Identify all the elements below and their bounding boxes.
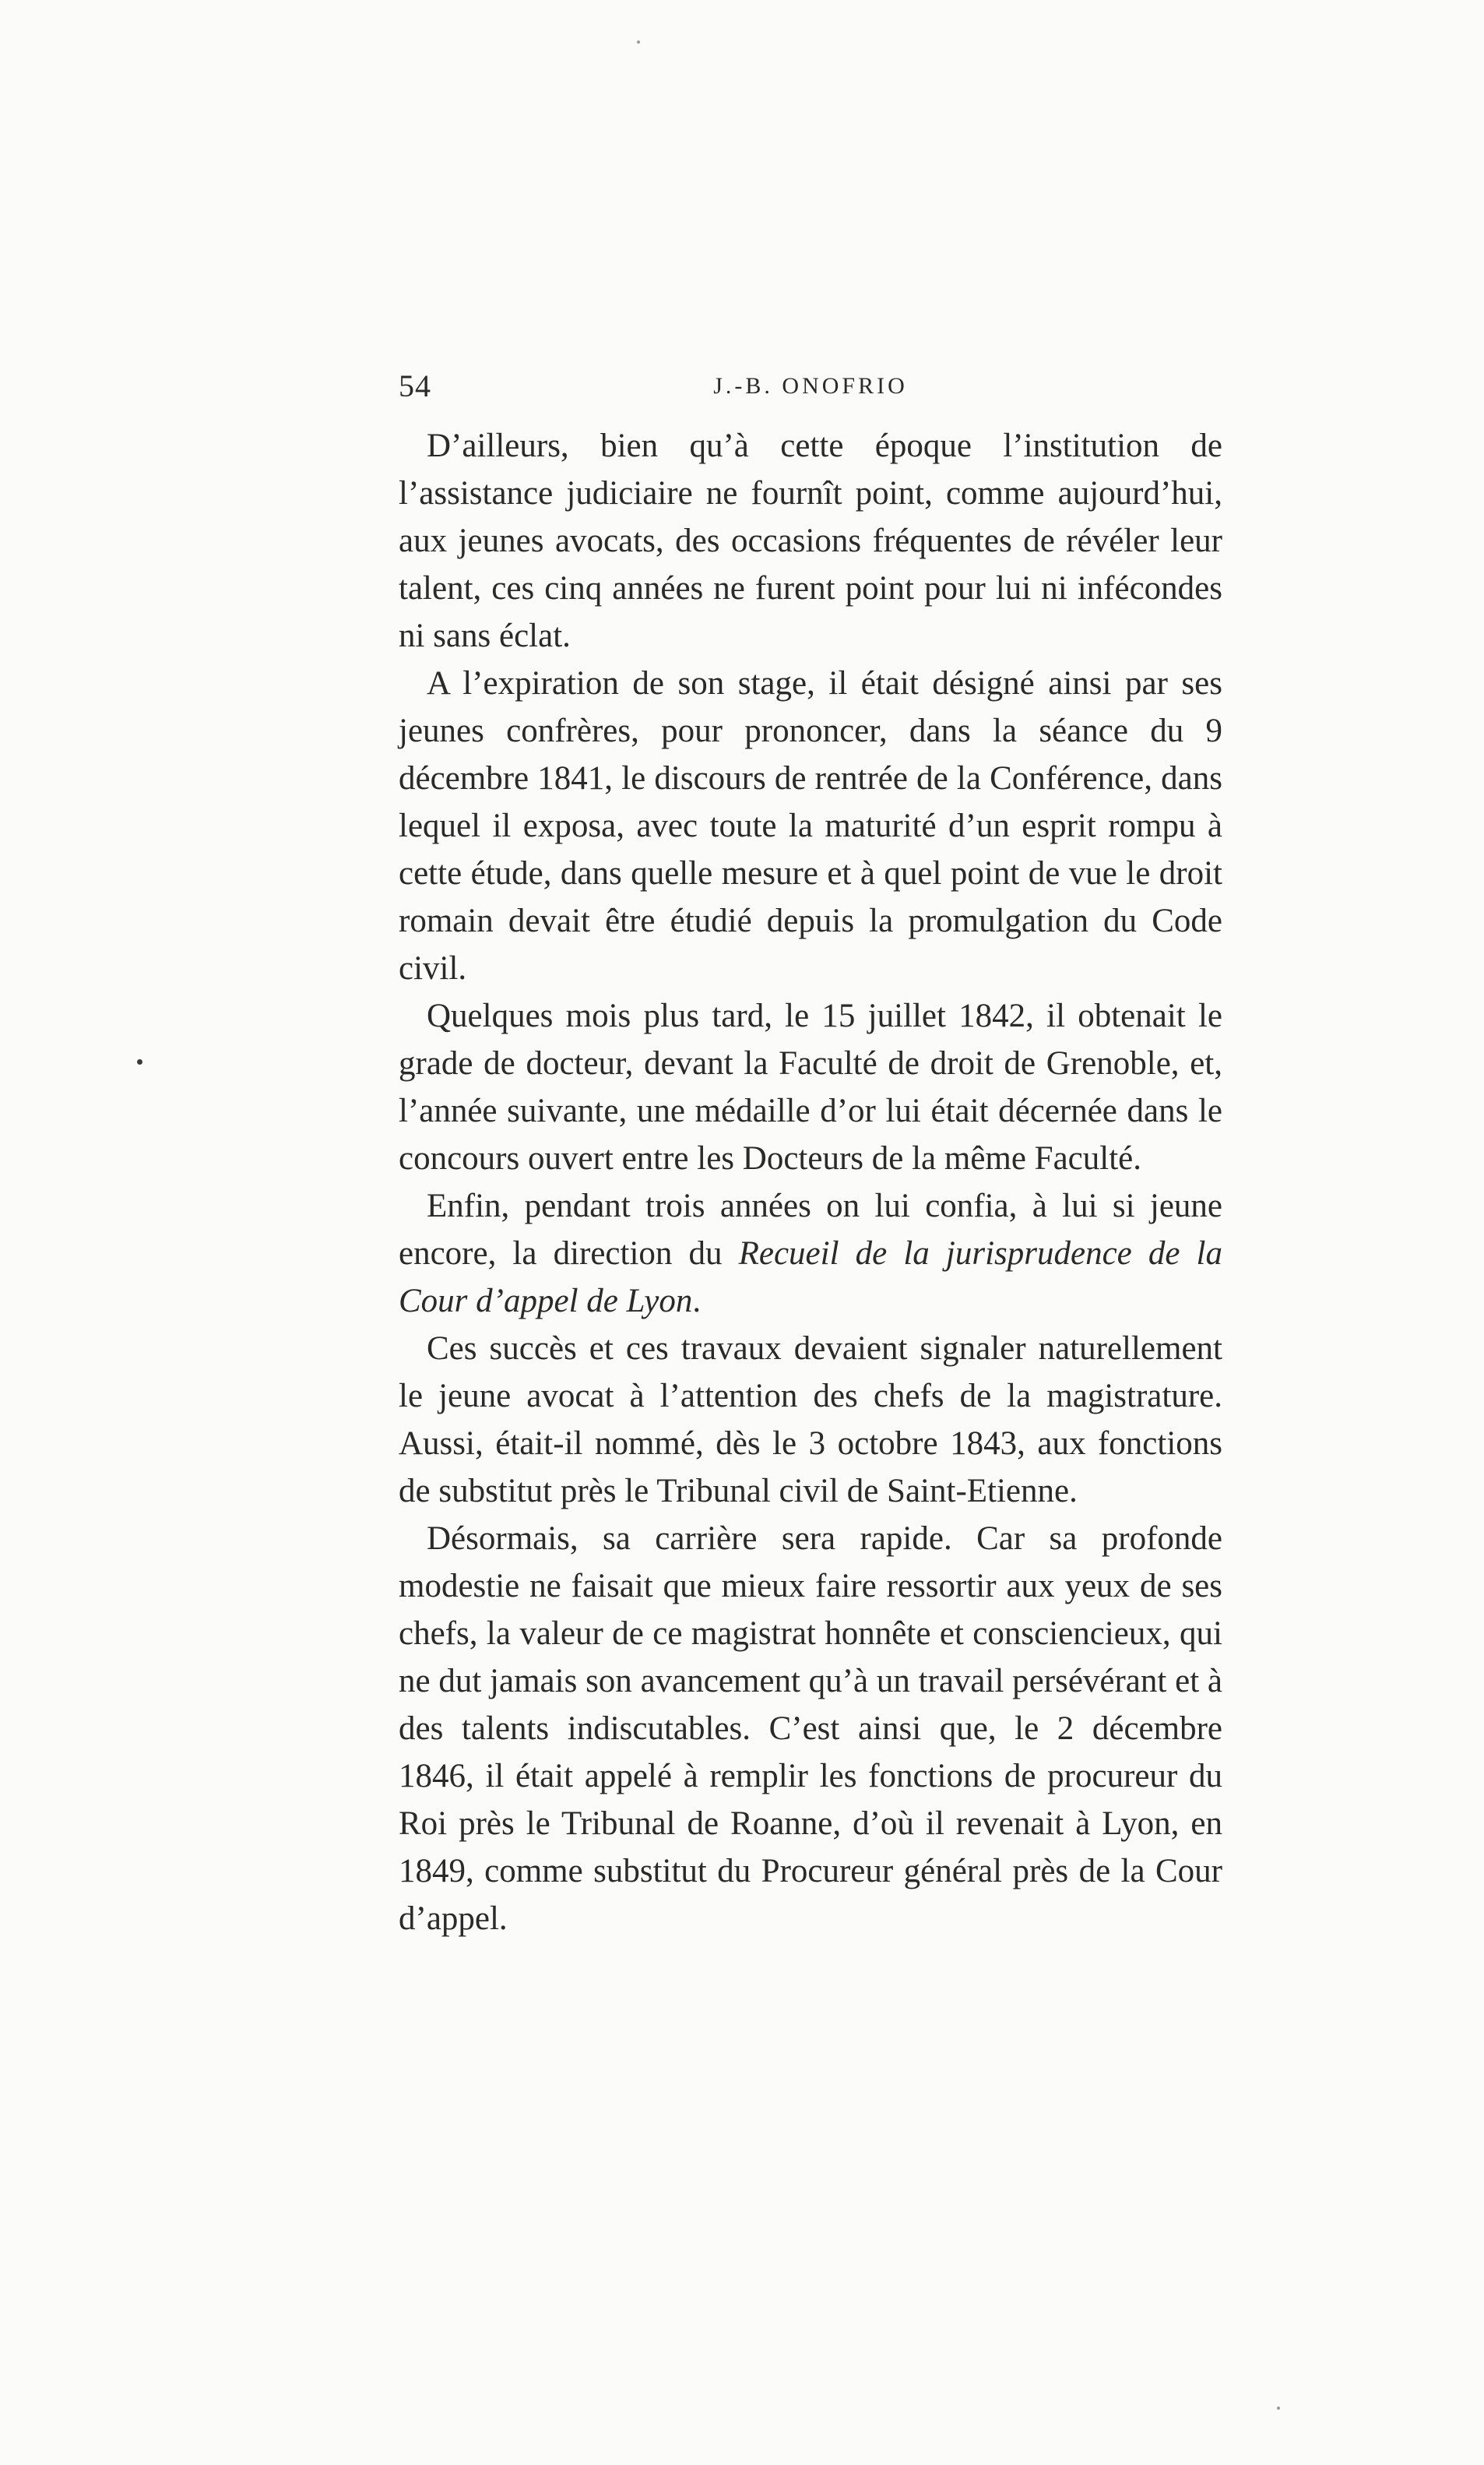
paragraph-text: Enfin, pendant trois années on lui confia, à lui si jeune encore, la direction du (399, 1188, 1222, 1272)
ink-speck (137, 1059, 142, 1065)
paragraph-text: . (692, 1283, 702, 1319)
paragraph: Désormais, sa carrière sera rapide. Car sa profonde modestie ne faisait que mieux faire ressortir aux yeux de ses chefs, la valeur de ce magistrat honnête et consciencieux, qui ne dut jamais son avancement qu’à un travail persévérant et à des talents indiscutables. C’est ainsi que, le 2 décembre 1846, il était appelé à remplir les fonctions de procureur du Roi près le Tribunal de Roanne, d’où il revenait à Lyon, en 1849, comme substitut du Procureur général près de la Cour d’appel. (399, 1520, 1222, 1937)
paragraph: A l’expiration de son stage, il était désigné ainsi par ses jeunes confrères, pour prononcer, dans la séance du 9 décembre 1841, le discours de rentrée de la Conférence, dans lequel il exposa, avec toute la maturité d’un esprit rompu à cette étude, dans quelle mesure et à quel point de vue le droit romain devait être étudié depuis la promulgation du Code civil. (399, 665, 1222, 987)
ink-speck (637, 40, 640, 44)
paragraph: Quelques mois plus tard, le 15 juillet 1842, il obtenait le grade de docteur, devant la Faculté de droit de Grenoble, et, l’année suivante, une médaille d’or lui était décernée dans le concours ouvert entre les Docteurs de la même Faculté. (399, 998, 1222, 1177)
paragraph: Ces succès et ces travaux devaient signaler naturellement le jeune avocat à l’attention des chefs de la magistrature. Aussi, était-il nommé, dès le 3 octobre 1843, aux fonctions de substitut près le Tribunal civil de Saint-Etienne. (399, 1330, 1222, 1509)
italic-title: Recueil de la jurisprudence de la Cour d’appel de Lyon (399, 1235, 1222, 1319)
running-title: J.-B. ONOFRIO (713, 373, 908, 399)
ink-speck (1277, 2407, 1280, 2410)
paragraph (399, 1182, 1222, 1325)
body-text (399, 422, 1222, 1942)
paragraph: D’ailleurs, bien qu’à cette époque l’institution de l’assistance judiciaire ne fournît point, comme aujourd’hui, aux jeunes avocats, des occasions fréquentes de révéler leur talent, ces cinq années ne furent point pour lui ni infécondes ni sans éclat. (399, 428, 1222, 654)
page-number: 54 (399, 368, 431, 403)
running-head (399, 363, 1222, 410)
